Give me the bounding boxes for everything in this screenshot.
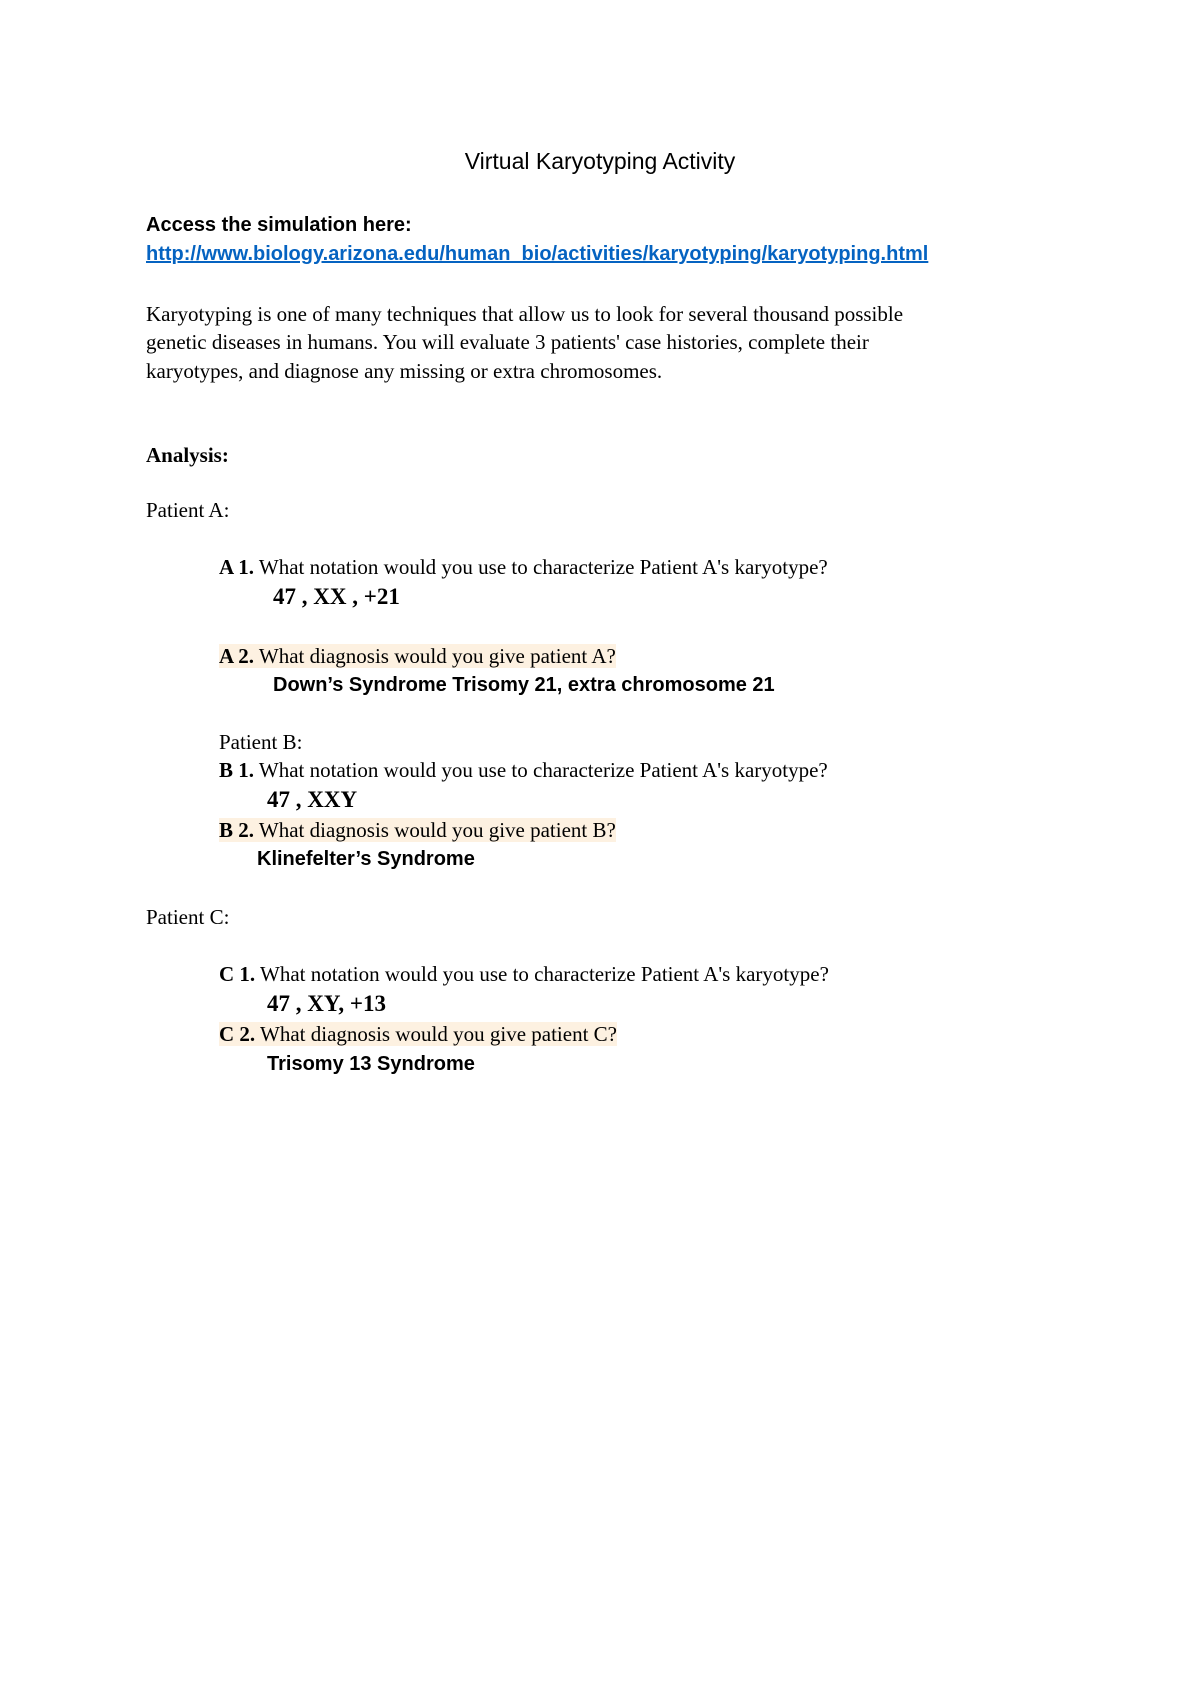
question-c1-number: C 1. bbox=[219, 962, 256, 986]
answer-a1: 47 , XX , +21 bbox=[273, 584, 400, 609]
question-a2-number: A 2. bbox=[219, 644, 255, 668]
intro-line-1: Karyotyping is one of many techniques that allow us to look for several thousand possible bbox=[146, 302, 904, 326]
simulation-link[interactable]: http://www.biology.arizona.edu/human_bio/activities/karyotyping/karyotyping.html bbox=[146, 243, 929, 265]
intro-line-3: karyotypes, and diagnose any missing or extra chromosomes. bbox=[146, 359, 663, 383]
question-c2-number: C 2. bbox=[219, 1022, 256, 1046]
question-a2-text: What diagnosis would you give patient A? bbox=[254, 644, 616, 668]
question-b2 bbox=[219, 816, 616, 844]
question-a2 bbox=[219, 642, 616, 670]
answer-b2: Klinefelter’s Syndrome bbox=[257, 848, 475, 870]
answer-a2: Down’s Syndrome Trisomy 21, extra chromosome 21 bbox=[273, 674, 775, 696]
answer-b1: 47 , XXY bbox=[267, 787, 358, 812]
patient-c-label: Patient C: bbox=[146, 905, 230, 929]
question-a1 bbox=[219, 553, 828, 581]
question-c1-text: What notation would you use to characterize Patient A's karyotype? bbox=[255, 962, 829, 986]
answer-c2: Trisomy 13 Syndrome bbox=[267, 1053, 475, 1075]
patient-a-label: Patient A: bbox=[146, 498, 230, 522]
question-a1-number: A 1. bbox=[219, 555, 255, 579]
question-c2 bbox=[219, 1020, 617, 1048]
question-c2-text: What diagnosis would you give patient C? bbox=[255, 1022, 617, 1046]
question-b2-text: What diagnosis would you give patient B? bbox=[254, 818, 616, 842]
intro-line-2: genetic diseases in humans. You will evaluate 3 patients' case histories, complete their bbox=[146, 330, 869, 354]
question-a1-text: What notation would you use to characterize Patient A's karyotype? bbox=[254, 555, 828, 579]
question-c1 bbox=[219, 960, 829, 988]
answer-c1: 47 , XY, +13 bbox=[267, 991, 386, 1016]
question-b2-number: B 2. bbox=[219, 818, 255, 842]
question-b1-text: What notation would you use to characterize Patient A's karyotype? bbox=[254, 758, 828, 782]
access-label: Access the simulation here: bbox=[146, 214, 412, 236]
patient-b-label: Patient B: bbox=[219, 730, 303, 754]
question-b1-number: B 1. bbox=[219, 758, 255, 782]
question-b1 bbox=[219, 756, 828, 784]
document-title: Virtual Karyotyping Activity bbox=[464, 148, 736, 174]
analysis-heading: Analysis: bbox=[146, 443, 229, 467]
